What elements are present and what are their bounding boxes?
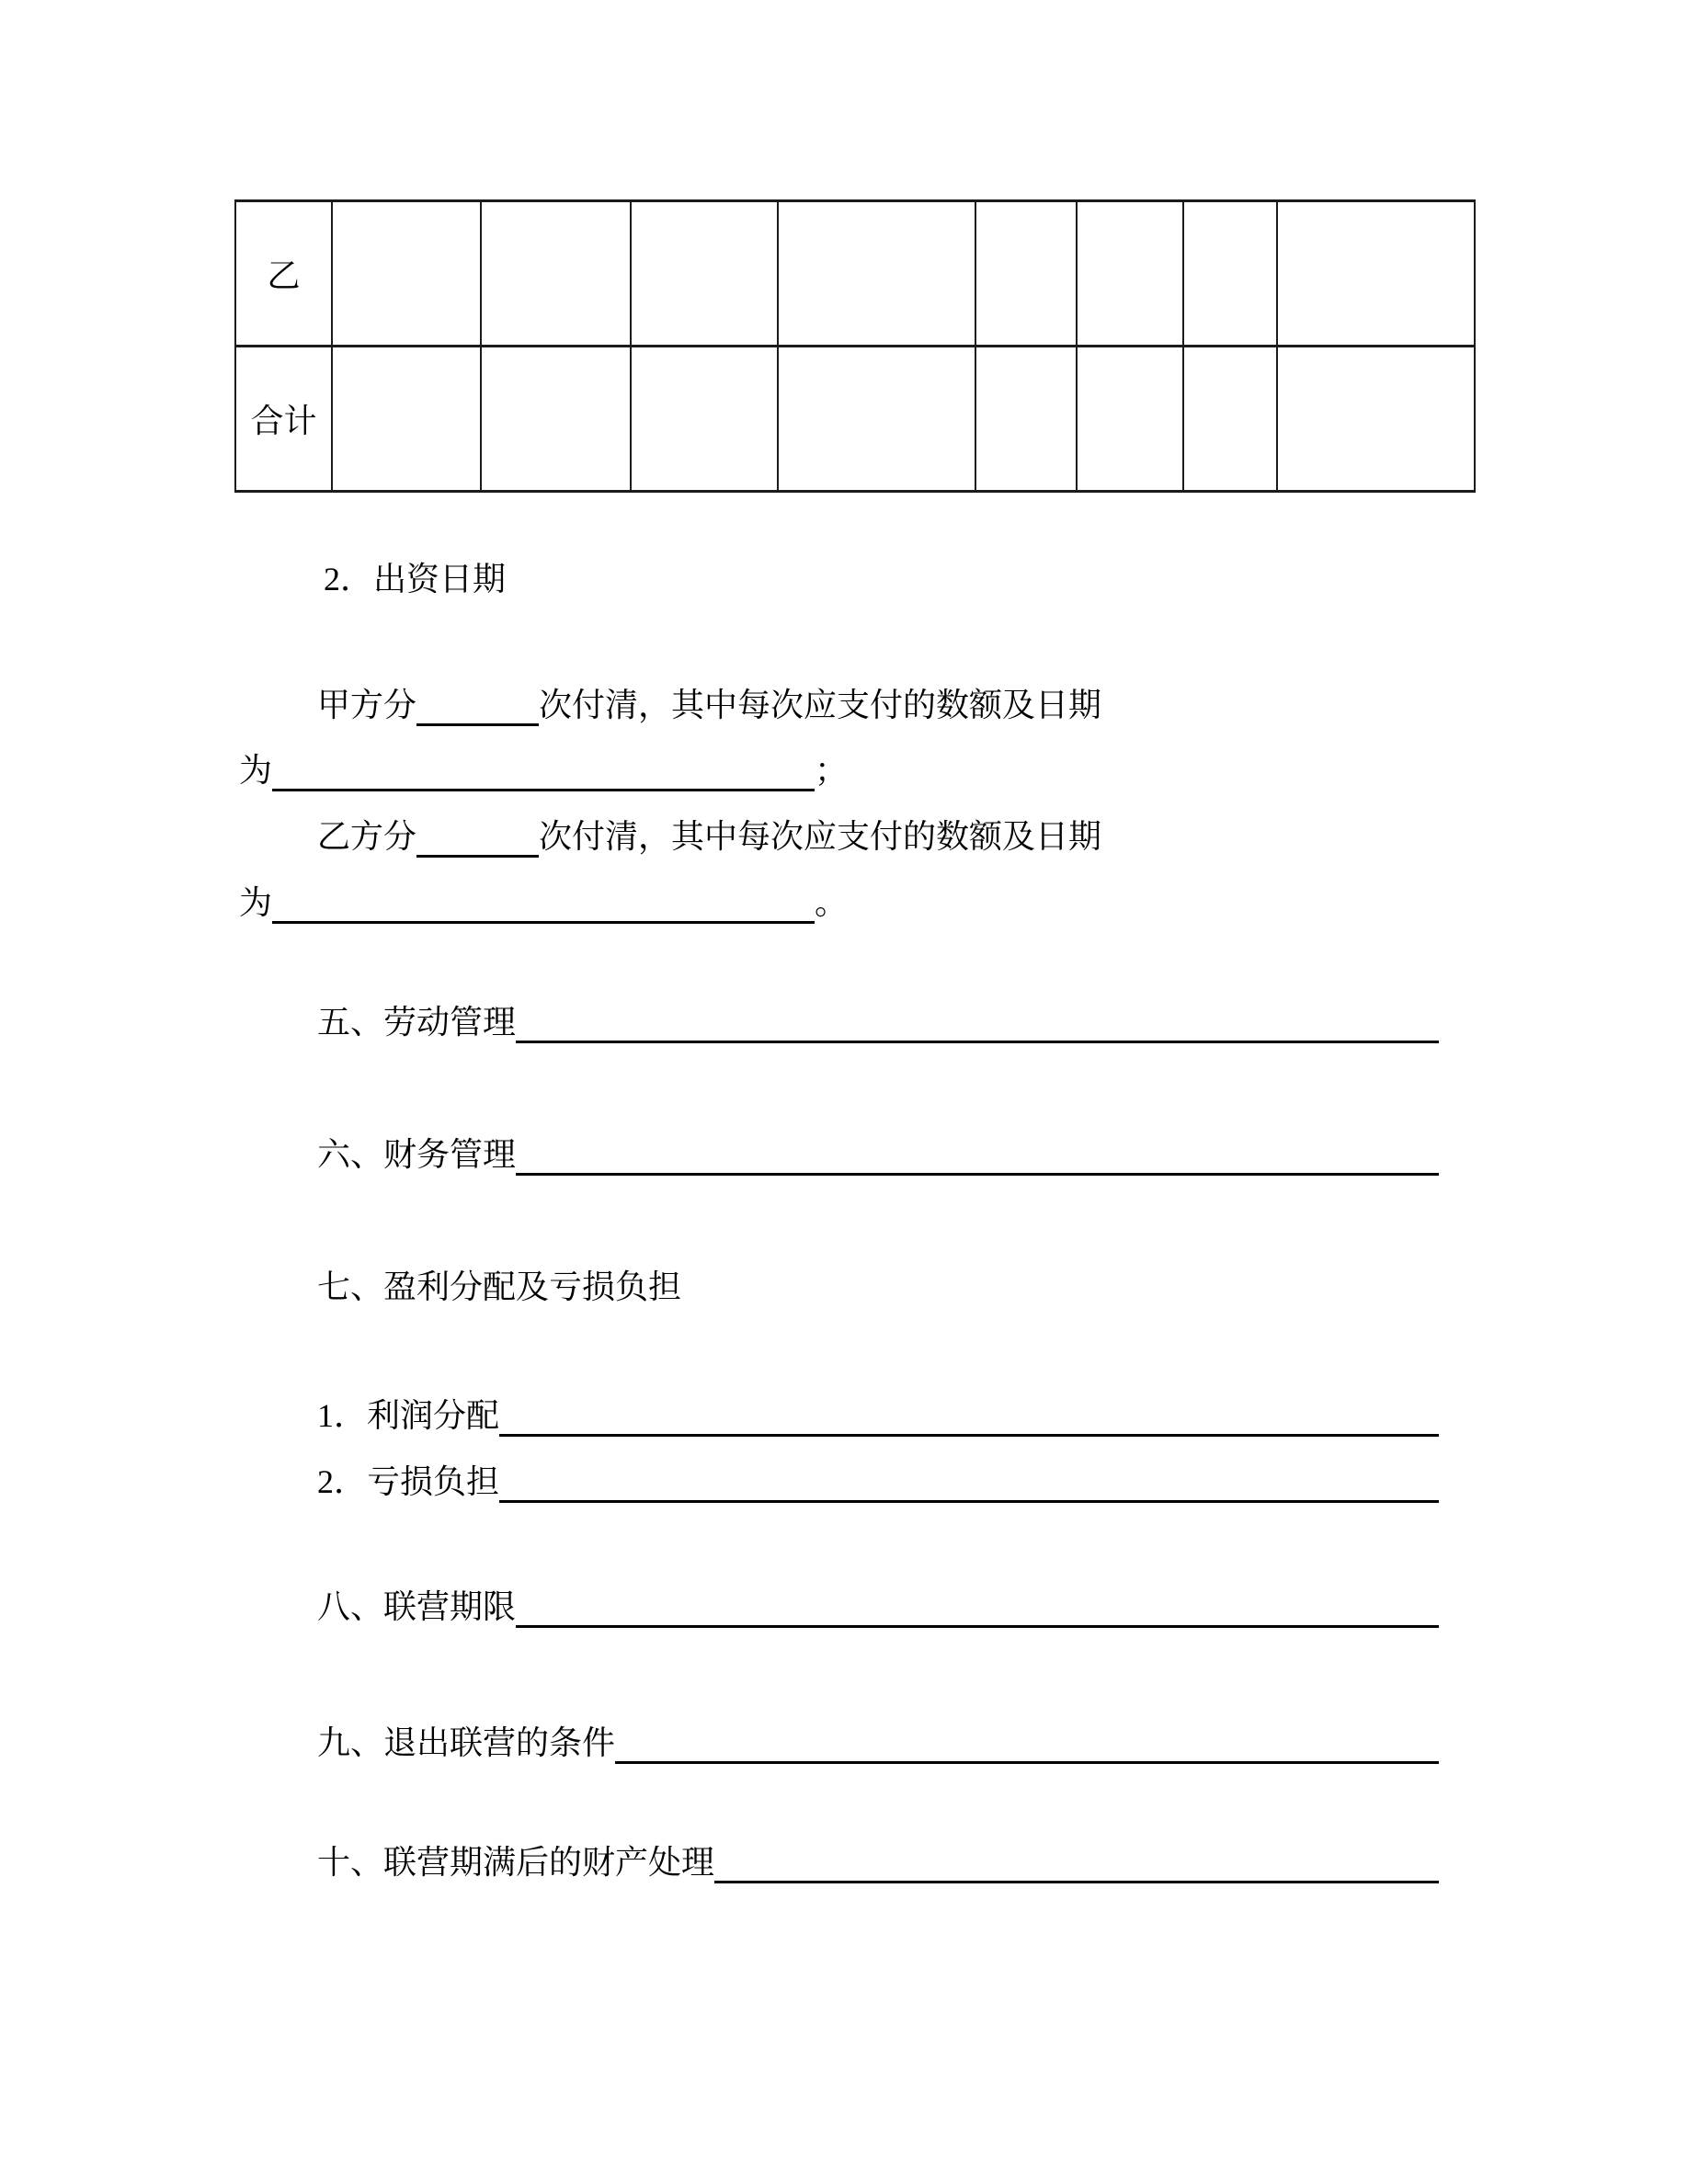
capital-contribution-table <box>234 199 1476 493</box>
party-b-payment-prefix: 乙方分 <box>317 818 417 855</box>
party-b-amount-punct: 。 <box>814 884 848 921</box>
party-b-amount-blank-field[interactable] <box>272 881 815 924</box>
party-a-amount-prefix: 为 <box>239 752 273 789</box>
row-header-party-b: 乙 <box>235 201 332 347</box>
clause-2-contribution-date-heading <box>324 557 506 601</box>
withdrawal-conditions-blank-field[interactable] <box>615 1721 1439 1764</box>
table-cell[interactable] <box>332 347 481 492</box>
party-b-payment-suffix: 次付清，其中每次应支付的数额及日期 <box>539 818 1102 855</box>
clause-7-1-profit-distribution-line <box>317 1393 1439 1438</box>
clause-7-heading-text: 七、盈利分配及亏损负担 <box>317 1268 682 1305</box>
clause-7-1-label: 1．利润分配 <box>317 1397 500 1434</box>
party-b-amount-line <box>239 881 848 925</box>
party-a-amount-blank-field[interactable] <box>272 748 815 791</box>
party-b-installments-blank-field[interactable] <box>416 814 539 858</box>
clause-9-label: 九、退出联营的条件 <box>317 1724 616 1761</box>
table-cell[interactable] <box>481 347 631 492</box>
table-cell[interactable] <box>1077 201 1183 347</box>
clause-8-joint-venture-term-line <box>317 1585 1439 1629</box>
clause-8-label: 八、联营期限 <box>317 1588 517 1625</box>
clause-7-2-label: 2．亏损负担 <box>317 1463 500 1500</box>
table-cell[interactable] <box>975 347 1077 492</box>
table-row-party-b <box>235 201 1475 347</box>
party-a-payment-line <box>317 683 1101 727</box>
table-cell[interactable] <box>481 201 631 347</box>
table-cell[interactable] <box>778 347 975 492</box>
table-cell[interactable] <box>778 201 975 347</box>
clause-5-label: 五、劳动管理 <box>317 1004 517 1041</box>
party-a-amount-punct: ； <box>814 752 848 789</box>
table-cell[interactable] <box>1183 347 1277 492</box>
clause-7-2-loss-burden-line <box>317 1460 1439 1504</box>
table-row-total <box>235 347 1475 492</box>
profit-distribution-blank-field[interactable] <box>499 1393 1439 1437</box>
clause-2-heading-text: 2．出资日期 <box>324 561 507 597</box>
clause-9-withdrawal-conditions-line <box>317 1721 1439 1765</box>
table-cell[interactable] <box>631 347 778 492</box>
clause-10-property-disposal-line <box>317 1840 1439 1884</box>
party-a-payment-prefix: 甲方分 <box>317 687 417 723</box>
table-cell[interactable] <box>975 201 1077 347</box>
party-b-amount-prefix: 为 <box>239 884 273 921</box>
financial-management-blank-field[interactable] <box>516 1132 1439 1176</box>
joint-venture-term-blank-field[interactable] <box>516 1585 1439 1628</box>
table-cell[interactable] <box>631 201 778 347</box>
clause-7-profit-loss-heading <box>317 1265 681 1309</box>
table-cell[interactable] <box>1077 347 1183 492</box>
property-disposal-blank-field[interactable] <box>714 1840 1439 1883</box>
row-header-total: 合计 <box>235 347 332 492</box>
clause-6-financial-management-line <box>317 1132 1439 1177</box>
table-cell[interactable] <box>1277 347 1475 492</box>
clause-10-label: 十、联营期满后的财产处理 <box>317 1844 715 1881</box>
table-cell[interactable] <box>332 201 481 347</box>
party-b-payment-line <box>317 814 1101 859</box>
table-cell[interactable] <box>1277 201 1475 347</box>
loss-burden-blank-field[interactable] <box>499 1460 1439 1503</box>
party-a-payment-suffix: 次付清，其中每次应支付的数额及日期 <box>539 687 1102 723</box>
table-cell[interactable] <box>1183 201 1277 347</box>
clause-6-label: 六、财务管理 <box>317 1136 517 1173</box>
clause-5-labor-management-line <box>317 1000 1439 1044</box>
party-a-amount-line <box>239 748 848 792</box>
labor-management-blank-field[interactable] <box>516 1000 1439 1043</box>
party-a-installments-blank-field[interactable] <box>416 683 539 726</box>
